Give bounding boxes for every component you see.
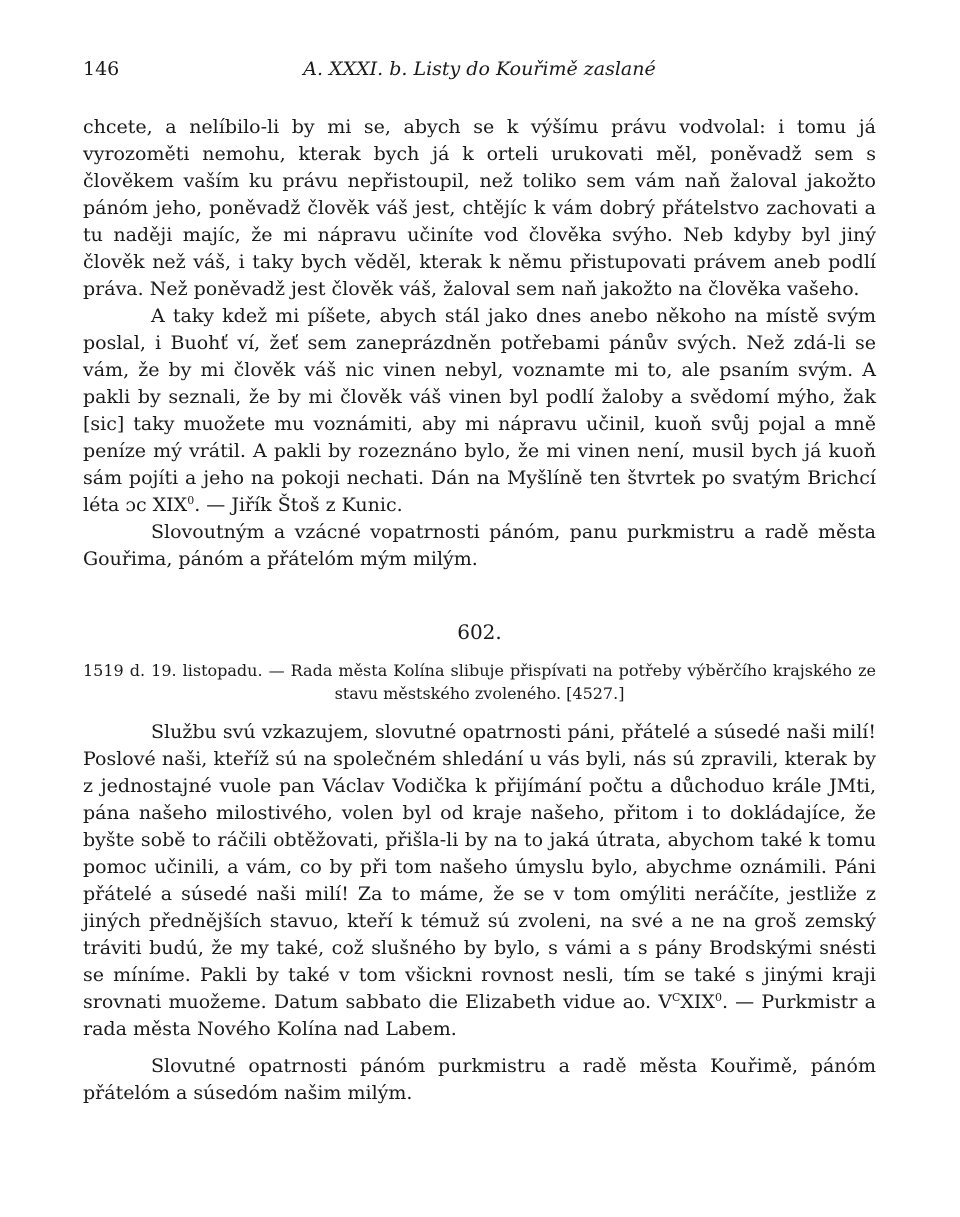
document-address: Slovutné opatrnosti pánóm purkmistru a radě města Kouřimě, pánóm přátelóm a súsedóm našim milým. bbox=[83, 1055, 876, 1104]
document-page bbox=[83, 58, 876, 1107]
superscript-zero: 0 bbox=[714, 991, 722, 1004]
document-regest: 1519 d. 19. listopadu. — Rada města Kolína slibuje přispívati na potřeby výběrčího krajského ze stavu městského zvoleného. [4527.] bbox=[83, 661, 876, 703]
letter-address: Slovoutným a vzácné vopatrnosti pánóm, panu purkmistru a radě města Gouřima, pánóm a přátelóm mým milým. bbox=[83, 521, 876, 570]
document-number: 602. bbox=[457, 620, 502, 644]
document-paragraph bbox=[83, 719, 876, 1043]
document-body bbox=[83, 719, 876, 1107]
letter-paragraph: chcete, a nelíbilo-li by mi se, abych se k výšímu právu vodvolal: i tomu já vyrozoměti nemohu, kterak bych já k orteli urukovati měl, poněvadž sem s člověkem vaším ku právu nepřistoupil, než toliko sem vám naň žaloval jakožto pánóm jeho, poněvadž člověk váš jest, chtějíc k vám dobrý přátelstvo zachovati a tu naději majíc, že mi nápravu učiníte vod člověka svýho. Neb kdyby byl jiný člověk než váš, i taky bych věděl, kterak k němu přistupovati právem aneb podlí práva. Než poněvadž jest člověk váš, žaloval sem naň jakožto na člověka vašeho. bbox=[83, 116, 876, 300]
letter-signature: . — Jiřík Štoš z Kunic. bbox=[194, 494, 403, 516]
roman-year: XIX bbox=[680, 991, 715, 1013]
running-title: A. XXXI. b. Listy do Kouřimě zaslané bbox=[303, 58, 656, 80]
continued-letter bbox=[83, 114, 876, 573]
document-602 bbox=[83, 618, 876, 1107]
running-head bbox=[83, 58, 876, 88]
document-paragraph-text: Službu svú vzkazujem, slovutné opatrnosti páni, přátelé a súsedé naši milí! Poslové naši, kteříž sú na společném shledání u vás byli, nás sú zpravili, kterak by z jednostajné vuole pan Václav Vodička k přijímání počtu a důchoduo krále JMti, pána našeho milostivého, volen byl od kraje našeho, přitom i to dokládajíce, že byšte sobě to ráčili obtěžovati, přišla-li by na to jaká útrata, abychom také k tomu pomoc učinili, a vám, co by při tom našeho úmyslu bylo, abychme oznámili. Páni přátelé a súsedé naši milí! Za to máme, že se v tom omýliti neráčíte, jestliže z jiných přednějších stavuo, kteří k témuž sú zvoleni, na své a ne na groš zemský tráviti budú, že my také, což slušného by bylo, s vámi a s pány Brodskými snésti se míníme. Pakli by také v tom všickni rovnost nesli, tím se také s jinými kraji srovnati muožeme. Datum sabbato die Elizabeth vidue ao. V bbox=[83, 721, 876, 1013]
letter-paragraph-text: A taky kdež mi píšete, abych stál jako dnes anebo někoho na místě svým poslal, i Buohť ví, žeť sem zaneprázdněn potřebami pánův svých. Než zdá-li se vám, že by mi člověk váš nic vinen nebyl, voznamte mi to, ale psaním svým. A pakli by seznali, že by mi člověk váš vinen byl podlí žaloby a svědomí mýho, žak [sic] taky muožete mu voznámiti, aby mi nápravu učinil, kuoň svůj pojal a mně peníze mý vrátil. A pakli by rozeznáno bylo, že mi vinen není, musil bych já kuoň sám pojíti a jeho na pokoji nechati. Dán na Myšlíně ten štvrtek po svatým Brichcí léta ɔc XIX bbox=[83, 305, 876, 516]
superscript-zero: 0 bbox=[187, 494, 195, 507]
superscript-c: C bbox=[671, 991, 681, 1004]
document-signature: . — Purkmistr a rada města Nového Kolína nad Labem. bbox=[83, 991, 877, 1040]
letter-paragraph-with-signature bbox=[83, 303, 876, 519]
page-number: 146 bbox=[83, 58, 120, 80]
